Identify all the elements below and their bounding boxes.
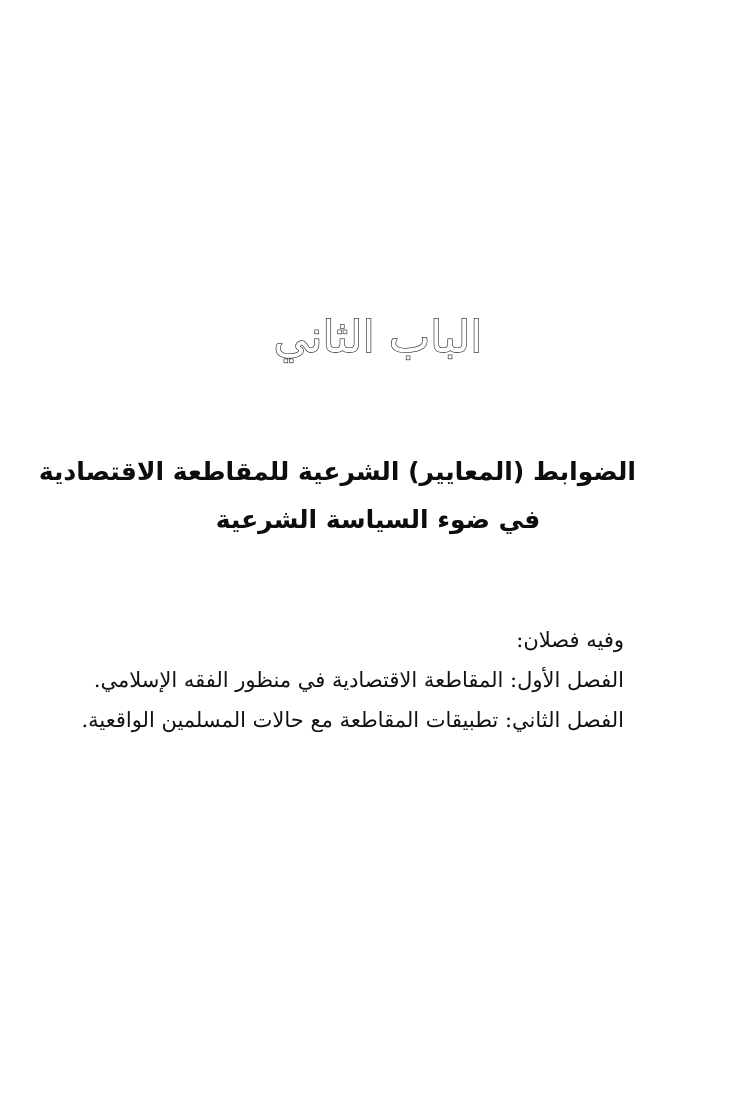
part-heading	[180, 308, 576, 368]
chapters-list	[81, 620, 624, 740]
chapter-item-2: الفصل الثاني: تطبيقات المقاطعة مع حالات المسلمين الواقعية.	[81, 708, 624, 732]
section-title	[38, 448, 636, 544]
section-title-line-2: في ضوء السياسة الشرعية	[215, 505, 541, 534]
part-heading-text: الباب الثاني	[273, 312, 483, 363]
chapter-item-1: الفصل الأول: المقاطعة الاقتصادية في منظور الفقه الإسلامي.	[93, 668, 624, 692]
section-title-line-1: الضوابط (المعايير) الشرعية للمقاطعة الاقتصادية	[38, 457, 636, 486]
chapters-intro: وفيه فصلان:	[516, 628, 624, 652]
